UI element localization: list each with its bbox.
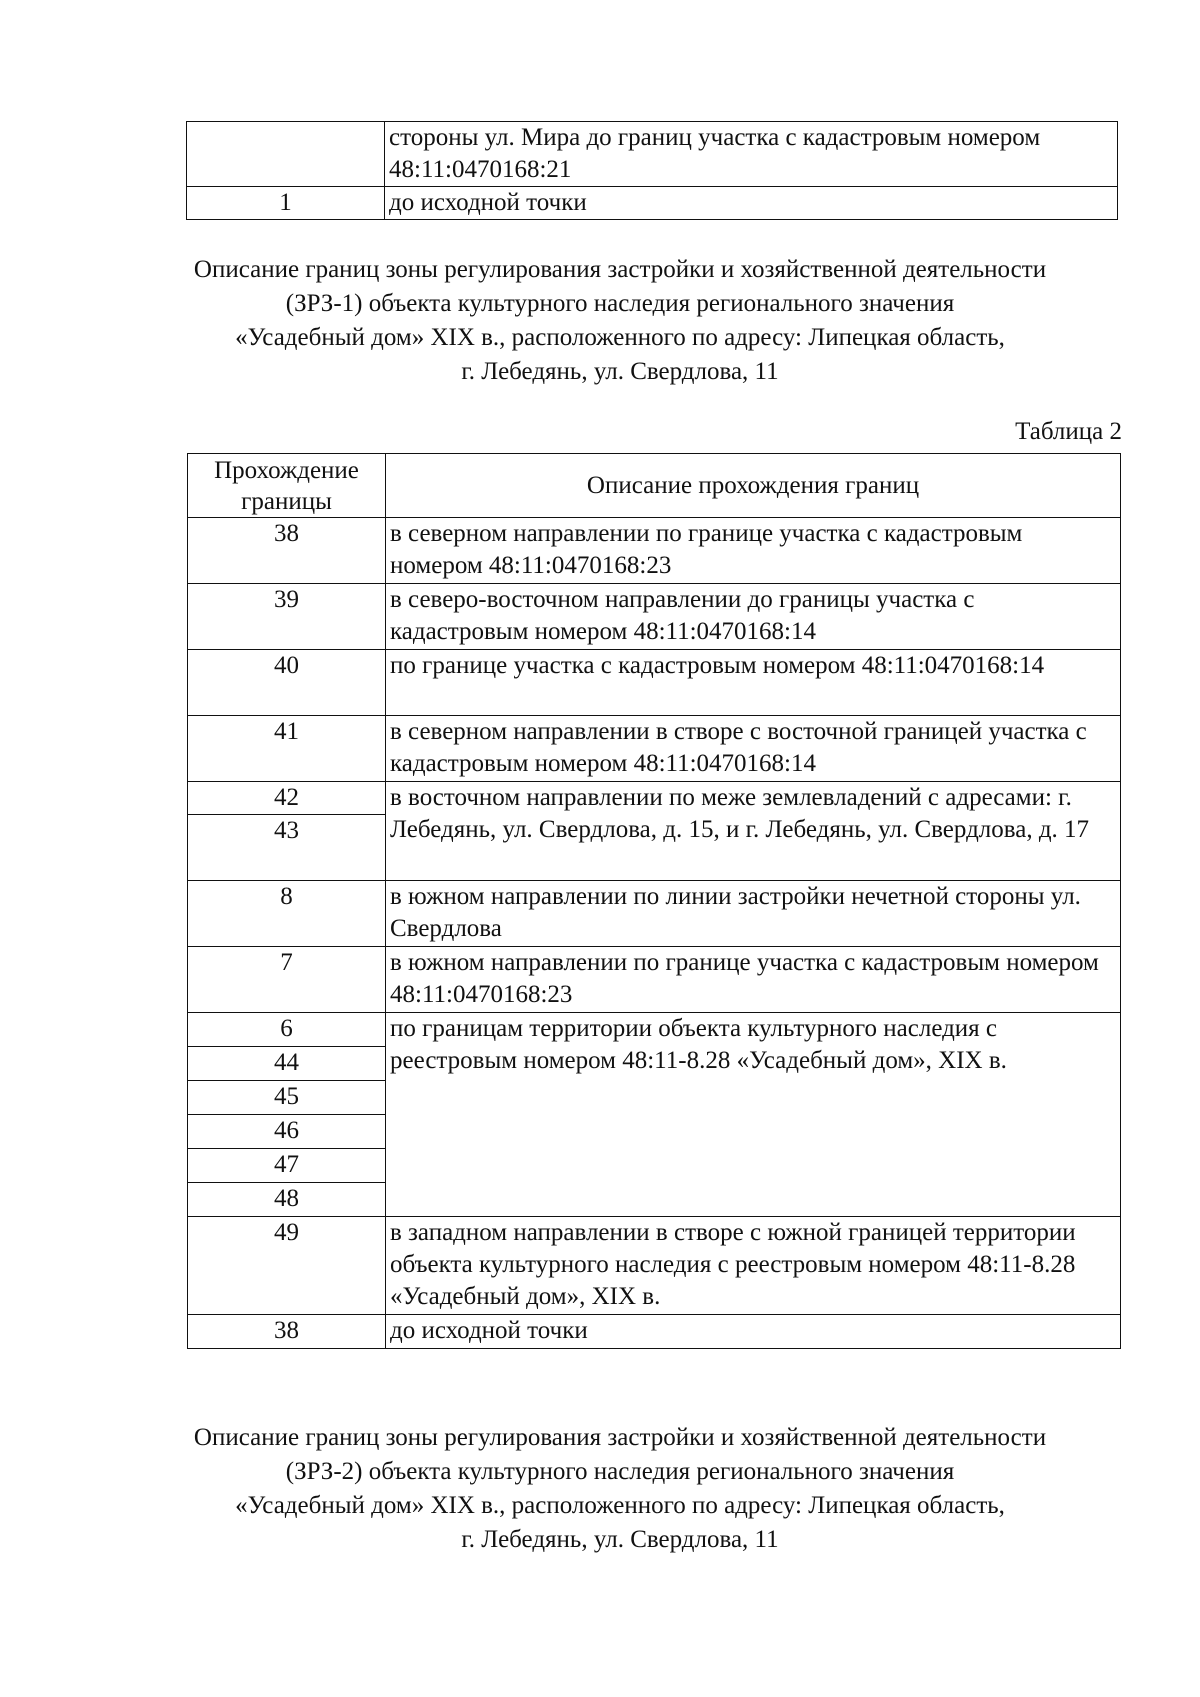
column-header-label: Прохождение границы xyxy=(214,456,359,515)
boundary-description-cell: до исходной точки xyxy=(385,187,1118,220)
table-row xyxy=(188,650,1121,716)
boundary-point-cell: 7 xyxy=(188,947,386,1013)
boundary-description-cell: в северном направлении по границе участка с кадастровым номером 48:11:0470168:23 xyxy=(386,518,1121,584)
table-row xyxy=(188,1315,1121,1349)
boundary-description-cell: в южном направлении по границе участка с кадастровым номером 48:11:0470168:23 xyxy=(386,947,1121,1013)
previous-boundary-table xyxy=(186,121,1118,220)
boundary-point-cell: 49 xyxy=(188,1217,386,1315)
boundary-description-cell: в восточном направлении по меже землевладений с адресами: г. Лебедянь, ул. Свердлова, д. 15, и г. Лебедянь, ул. Свердлова, д. 17 xyxy=(386,782,1121,881)
table-row xyxy=(187,187,1118,220)
boundary-description-cell: стороны ул. Мира до границ участка с кадастровым номером 48:11:0470168:21 xyxy=(385,122,1118,187)
heading-line: «Усадебный дом» XIX в., расположенного по адресу: Липецкая область, xyxy=(235,1492,1005,1519)
table-row xyxy=(188,881,1121,947)
boundary-point-cell: 44 xyxy=(188,1047,386,1081)
section-heading-zrz2 xyxy=(170,1421,1070,1557)
table-row xyxy=(188,782,1121,815)
heading-line: г. Лебедянь, ул. Свердлова, 11 xyxy=(461,1526,779,1553)
boundary-description-cell: в южном направлении по линии застройки нечетной стороны ул. Свердлова xyxy=(386,881,1121,947)
boundary-point-cell: 42 xyxy=(188,782,386,815)
heading-line: «Усадебный дом» XIX в., расположенного по адресу: Липецкая область, xyxy=(235,324,1005,351)
boundary-point-cell: 48 xyxy=(188,1183,386,1217)
boundary-point-cell: 40 xyxy=(188,650,386,716)
section-heading-zrz1 xyxy=(170,253,1070,389)
column-header-boundary xyxy=(188,454,386,518)
table-row xyxy=(188,584,1121,650)
boundary-point-cell xyxy=(187,122,385,187)
boundary-point-cell: 47 xyxy=(188,1149,386,1183)
boundary-point-cell: 8 xyxy=(188,881,386,947)
table-row xyxy=(188,518,1121,584)
boundary-point-cell: 41 xyxy=(188,716,386,782)
boundary-point-cell: 39 xyxy=(188,584,386,650)
heading-line: (ЗРЗ-2) объекта культурного наследия регионального значения xyxy=(285,1458,955,1485)
heading-line: г. Лебедянь, ул. Свердлова, 11 xyxy=(461,358,779,385)
table-row xyxy=(188,947,1121,1013)
boundary-point-cell: 46 xyxy=(188,1115,386,1149)
heading-line: Описание границ зоны регулирования застройки и хозяйственной деятельности xyxy=(193,1424,1047,1451)
boundary-point-cell: 38 xyxy=(188,1315,386,1349)
column-header-description: Описание прохождения границ xyxy=(386,454,1121,518)
boundary-description-cell: в северо-восточном направлении до границы участка с кадастровым номером 48:11:0470168:14 xyxy=(386,584,1121,650)
table-row xyxy=(188,1217,1121,1315)
table-caption: Таблица 2 xyxy=(1015,418,1122,445)
boundary-point-cell: 43 xyxy=(188,815,386,881)
heading-line: (ЗРЗ-1) объекта культурного наследия регионального значения xyxy=(285,290,955,317)
table-row xyxy=(188,1013,1121,1047)
table-row xyxy=(187,122,1118,187)
table-row xyxy=(188,716,1121,782)
boundary-point-cell: 38 xyxy=(188,518,386,584)
table-header-row xyxy=(188,454,1121,518)
boundary-point-cell: 1 xyxy=(187,187,385,220)
boundary-description-table xyxy=(187,453,1121,1349)
heading-line: Описание границ зоны регулирования застройки и хозяйственной деятельности xyxy=(193,256,1047,283)
boundary-description-cell: в северном направлении в створе с восточной границей участка с кадастровым номером 48:11:0470168:14 xyxy=(386,716,1121,782)
boundary-point-cell: 6 xyxy=(188,1013,386,1047)
boundary-description-cell: по границам территории объекта культурного наследия с реестровым номером 48:11-8.28 «Усадебный дом», XIX в. xyxy=(386,1013,1121,1217)
boundary-description-cell: в западном направлении в створе с южной границей территории объекта культурного наследия с реестровым номером 48:11-8.28 «Усадебный дом», XIX в. xyxy=(386,1217,1121,1315)
boundary-point-cell: 45 xyxy=(188,1081,386,1115)
boundary-description-cell: по границе участка с кадастровым номером 48:11:0470168:14 xyxy=(386,650,1121,716)
boundary-description-cell: до исходной точки xyxy=(386,1315,1121,1349)
